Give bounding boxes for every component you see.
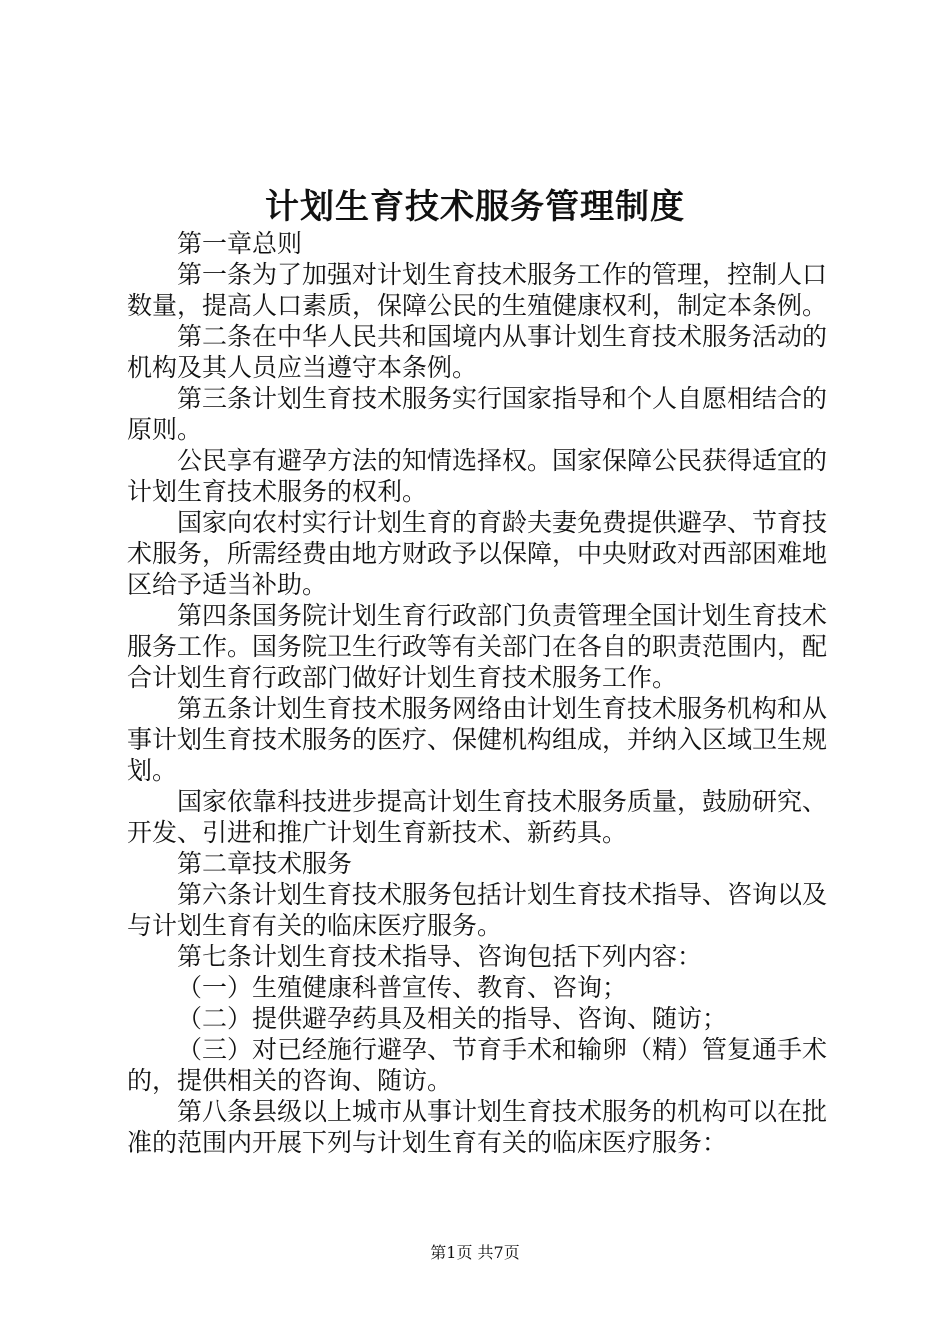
paragraph: 第七条计划生育技术指导、咨询包括下列内容：	[177, 942, 703, 971]
paragraph: 第四条国务院计划生育行政部门负责管理全国计划生育技术服务工作。国务院卫生行政等有关部门在各自的职责范围内，配合计划生育行政部门做好计划生育技术服务工作。	[127, 601, 828, 692]
page-footer: 第1页 共7页	[430, 1243, 520, 1262]
list-item: （二）提供避孕药具及相关的指导、咨询、随访；	[177, 1004, 728, 1033]
paragraph: 第二条在中华人民共和国境内从事计划生育技术服务活动的机构及其人员应当遵守本条例。	[127, 322, 828, 382]
document-title: 计划生育技术服务管理制度	[265, 187, 685, 227]
document-body	[127, 228, 827, 1158]
chapter-heading: 第二章技术服务	[177, 849, 353, 878]
paragraph: 国家向农村实行计划生育的育龄夫妻免费提供避孕、节育技术服务，所需经费由地方财政予以保障，中央财政对西部困难地区给予适当补助。	[127, 508, 828, 599]
chapter-heading: 第一章总则	[177, 229, 303, 258]
list-item: （一）生殖健康科普宣传、教育、咨询；	[177, 973, 628, 1002]
paragraph: 第五条计划生育技术服务网络由计划生育技术服务机构和从事计划生育技术服务的医疗、保健机构组成，并纳入区域卫生规划。	[127, 694, 828, 785]
paragraph: 公民享有避孕方法的知情选择权。国家保障公民获得适宜的计划生育技术服务的权利。	[127, 446, 828, 506]
paragraph: 第八条县级以上城市从事计划生育技术服务的机构可以在批准的范围内开展下列与计划生育有关的临床医疗服务：	[127, 1097, 828, 1157]
list-item: （三）对已经施行避孕、节育手术和输卵（精）管复通手术的，提供相关的咨询、随访。	[127, 1035, 828, 1095]
paragraph: 第六条计划生育技术服务包括计划生育技术指导、咨询以及与计划生育有关的临床医疗服务。	[127, 880, 828, 940]
paragraph: 第一条为了加强对计划生育技术服务工作的管理，控制人口数量，提高人口素质，保障公民的生殖健康权利，制定本条例。	[127, 260, 828, 320]
paragraph: 国家依靠科技进步提高计划生育技术服务质量，鼓励研究、开发、引进和推广计划生育新技术、新药具。	[127, 787, 828, 847]
paragraph: 第三条计划生育技术服务实行国家指导和个人自愿相结合的原则。	[127, 384, 828, 444]
